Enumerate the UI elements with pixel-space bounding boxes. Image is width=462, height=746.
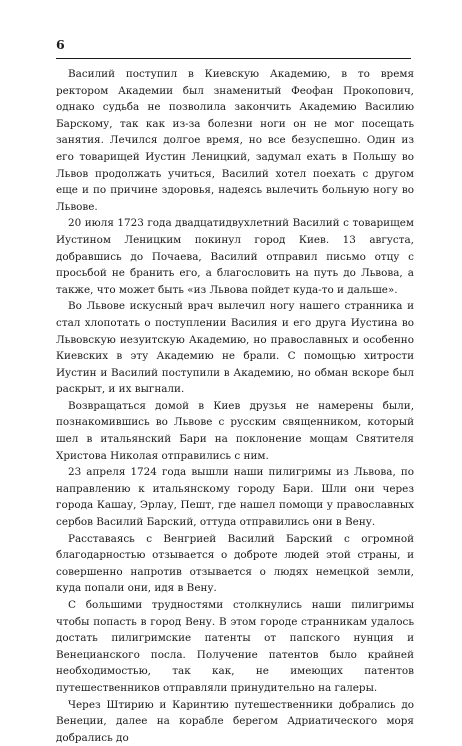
paragraph-8: Через Штирию и Каринтию путешественники добрались до Венеции, далее на корабле берегом Адриатического моря добрались до [56, 698, 414, 744]
paragraph-2: 20 июля 1723 года двадцатидвухлетний Василий с товарищем Иустином Леницким покинул город Киев. 13 августа, добравшись до Почаева, Василий отправил письмо отцу с просьбой не бранить его, а благословить на путь до Львова, а также, что может быть «из Львова пойдет куда-то и дальше». [56, 217, 414, 296]
paragraph-4: Возвращаться домой в Киев друзья не намерены были, познакомившись во Львове с русским священником, который шел в итальянский Бари на поклонение мощам Святителя Христова Николая отправились с ним. [56, 399, 414, 462]
paragraph-3: Во Львове искусный врач вылечил ногу нашего странника и стал хлопотать о поступлении Василия и его друга Иустина во Львовскую иезуитскую Академию, но православных и особенно Киевских в эту Академию не брали. С помощью хитрости Иустин и Василий поступили в Академию, но обман вскоре был раскрыт, и их выгнали. [56, 300, 414, 396]
paragraph-5: 23 апреля 1724 года вышли наши пилигримы из Львова, по направлению к итальянскому городу Бари. Шли они через города Кашау, Эрлау, Пешт, где нашел помощи у православных сербов Василий Барский, оттуда отправились они в Вену. [56, 466, 414, 529]
page-number: 6 [56, 37, 65, 52]
header-rule [56, 58, 411, 59]
paragraph-6: Расставаясь с Венгрией Василий Барский с огромной благодарностью отзывается о доброте людей этой страны, и совершенно напротив отзывается о людях немецкой земли, куда попали они, идя в Вену. [56, 532, 414, 595]
paragraph-7: С большими трудностями столкнулись наши пилигримы чтобы попасть в город Вену. В этом городе странникам удалось достать пилигримские патенты от папского нунция и Венецианского посла. Получение патентов было крайней необходимостью, так как, не имеющих патентов путешественников отправляли принудительно на галеры. [56, 599, 414, 694]
paragraph-1: Василий поступил в Киевскую Академию, в то время ректором Академии был знаменитый Феофан Прокопович, однако судьба не позволила закончить Академию Василию Барскому, так как из-за болезни ноги он не мог посещать занятия. Лечился долгое время, но все безуспешно. Один из его товарищей Иустин Леницкий, задумал ехать в Польшу во Львов продолжать учиться, Василий хотел поехать с другом еще и по причине здоровья, надеясь вылечить больную ногу во Львове. [56, 68, 414, 213]
body-text [56, 66, 414, 746]
